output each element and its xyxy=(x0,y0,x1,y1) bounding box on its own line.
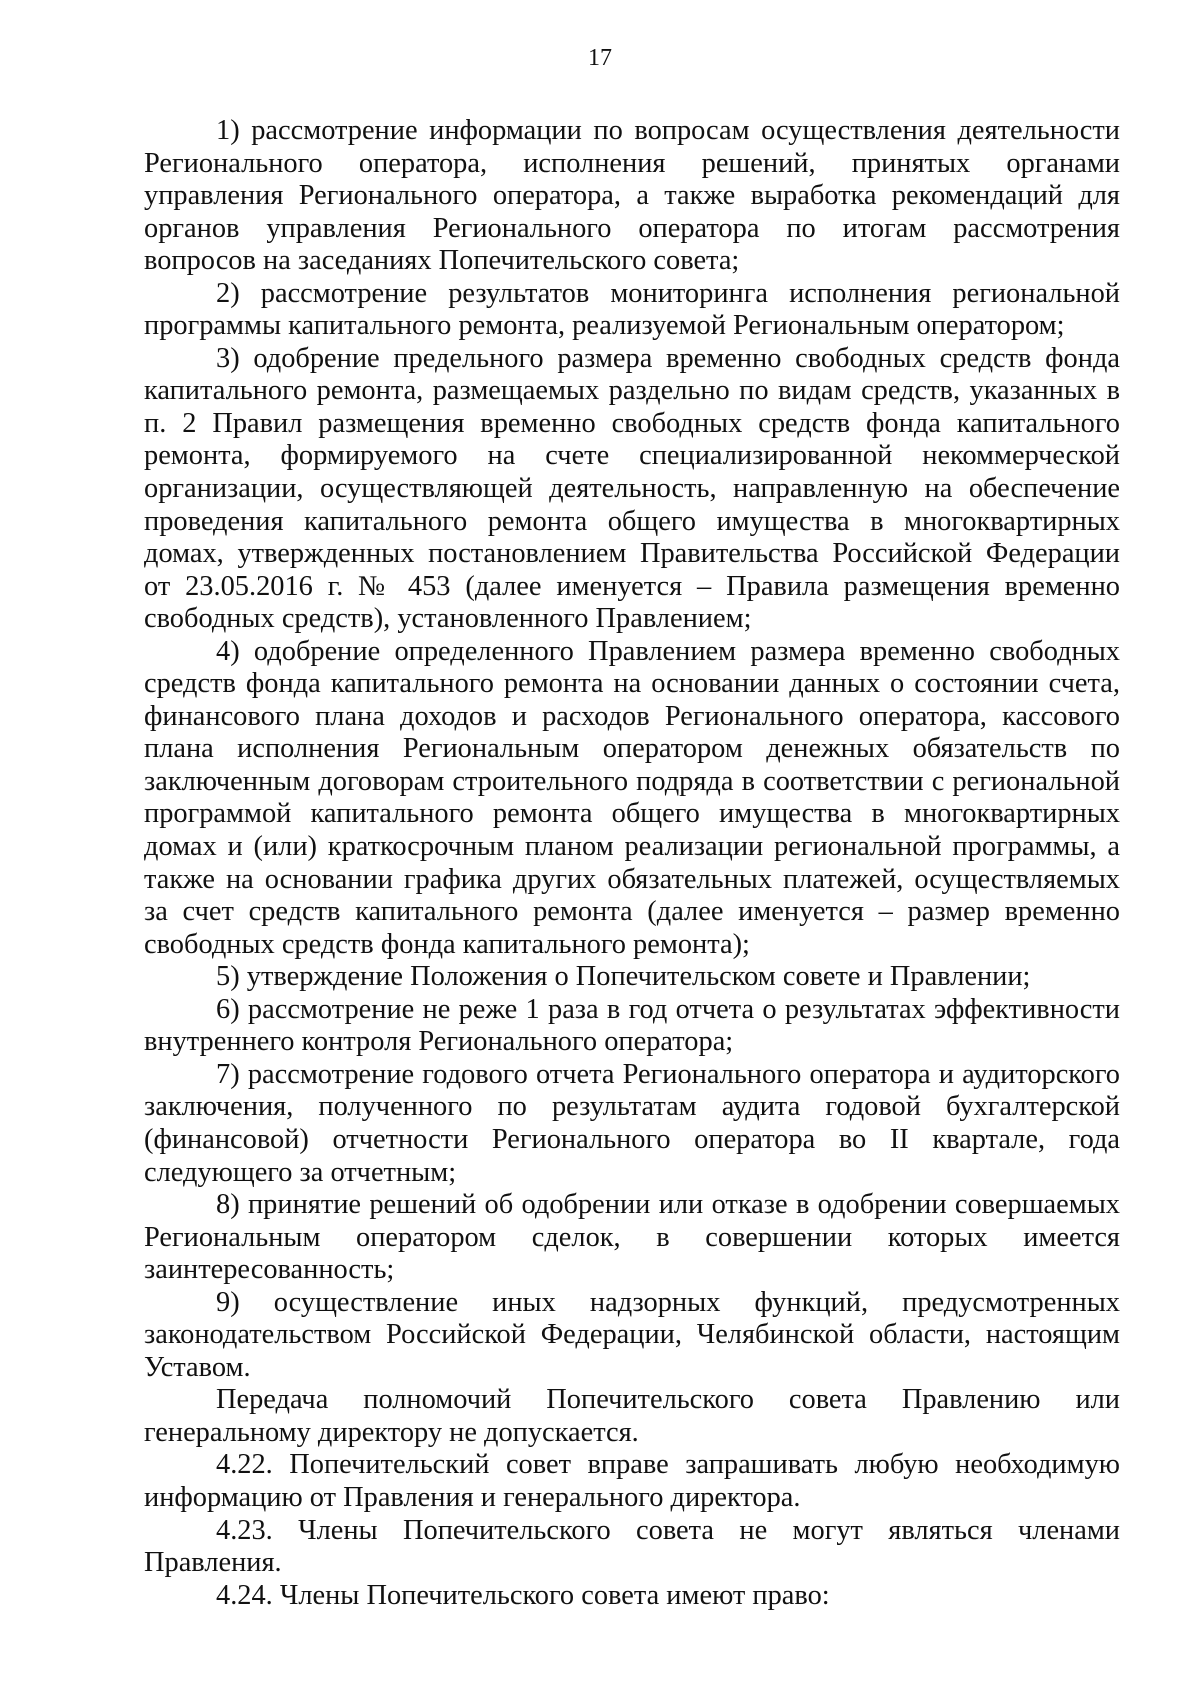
paragraph-item-9: 9) осуществление иных надзорных функций, предусмотренных законодательством Российской Федерации, Челябинской области, настоящим Уставом. xyxy=(144,1286,1120,1383)
paragraph-item-6: 6) рассмотрение не реже 1 раза в год отчета о результатах эффективности внутреннего контроля Регионального оператора; xyxy=(144,993,1120,1058)
paragraph-item-3: 3) одобрение предельного размера временно свободных средств фонда капитального ремонта, размещаемых раздельно по видам средств, указанных в п. 2 Правил размещения временно свободных средств фонда капитального ремонта, формируемого на счете специализированной некоммерческой организации, осуществляющей деятельность, направленную на обеспечение проведения капитального ремонта общего имущества в многоквартирных домах, утвержденных постановлением Правительства Российской Федерации от 23.05.2016 г. № 453 (далее именуется – Правила размещения временно свободных средств), установленного Правлением; xyxy=(144,342,1120,635)
paragraph-4-24: 4.24. Члены Попечительского совета имеют право: xyxy=(216,1579,830,1611)
paragraph-item-8: 8) принятие решений об одобрении или отказе в одобрении совершаемых Региональным оператором сделок, в совершении которых имеется заинтересованность; xyxy=(144,1189,1120,1286)
document-body xyxy=(144,115,1120,1612)
paragraph-item-1: 1) рассмотрение информации по вопросам осуществления деятельности Регионального оператора, исполнения решений, принятых органами управления Регионального оператора, а также выработка рекомендаций для органов управления Регионального оператора по итогам рассмотрения вопросов на заседаниях Попечительского совета; xyxy=(144,115,1120,277)
paragraph-item-7: 7) рассмотрение годового отчета Регионального оператора и аудиторского заключения, полученного по результатам аудита годовой бухгалтерской (финансовой) отчетности Регионального оператора во II квартале, года следующего за отчетным; xyxy=(144,1058,1120,1188)
paragraph-item-5: 5) утверждение Положения о Попечительском совете и Правлении; xyxy=(216,961,1031,993)
paragraph-item-2: 2) рассмотрение результатов мониторинга исполнения региональной программы капитального ремонта, реализуемой Региональным оператором; xyxy=(144,277,1120,342)
paragraph-transfer-of-powers: Передача полномочий Попечительского совета Правлению или генеральному директору не допускается. xyxy=(144,1384,1120,1448)
paragraph-4-22: 4.22. Попечительский совет вправе запрашивать любую необходимую информацию от Правления и генерального директора. xyxy=(144,1449,1120,1513)
paragraph-4-23: 4.23. Члены Попечительского совета не могут являться членами Правления. xyxy=(144,1514,1120,1579)
paragraph-item-4: 4) одобрение определенного Правлением размера временно свободных средств фонда капитального ремонта на основании данных о состоянии счета, финансового плана доходов и расходов Регионального оператора, кассового плана исполнения Региональным оператором денежных обязательств по заключенным договорам строительного подряда в соответствии с региональной программой капитального ремонта общего имущества в многоквартирных домах и (или) краткосрочным планом реализации региональной программы, а также на основании графика других обязательных платежей, осуществляемых за счет средств капитального ремонта (далее именуется – размер временно свободных средств фонда капитального ремонта); xyxy=(144,635,1120,960)
page-number: 17 xyxy=(588,45,612,71)
